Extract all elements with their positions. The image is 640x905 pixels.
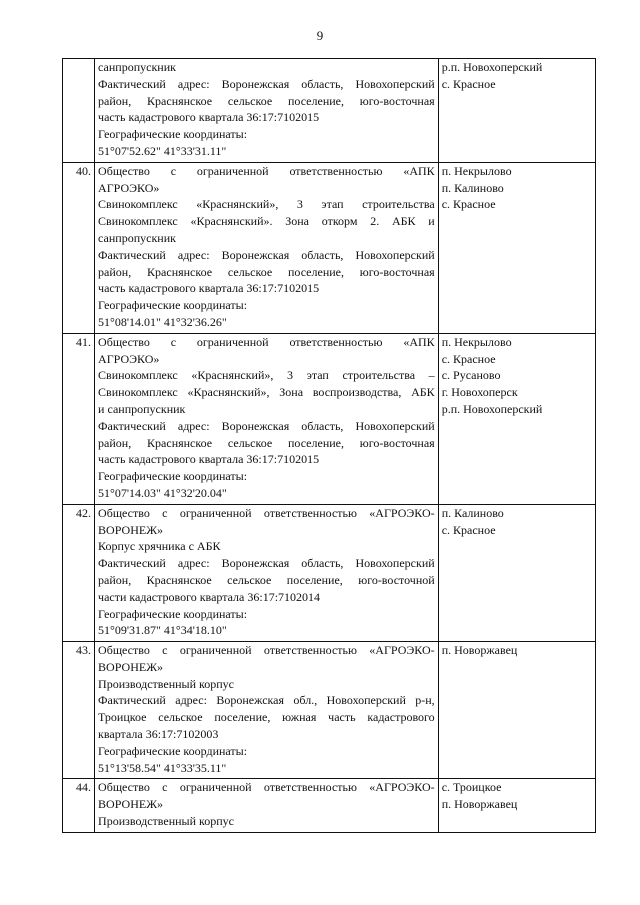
coordinates: 51°07'52.62" 41°33'31.11" [98, 143, 227, 158]
desc-line: Производственный корпус [98, 676, 235, 691]
table-row [63, 504, 596, 641]
desc-line: и санпропускник [98, 401, 186, 416]
desc-line: Фактический адрес: Воронежская область, Новохоперский [98, 556, 435, 571]
desc-line: АГРОЭКО» [98, 180, 160, 195]
desc-line: Общество с ограниченной ответственностью «АГРОЭКО- [98, 643, 435, 658]
facility-description [95, 333, 439, 504]
desc-line: Географические координаты: [98, 469, 248, 484]
desc-line: ВОРОНЕЖ» [98, 659, 163, 674]
desc-line: Общество с ограниченной ответственностью «АПК [98, 163, 435, 178]
desc-line: санпропускник [98, 230, 176, 245]
row-number: 41. [63, 333, 95, 504]
localities [438, 779, 595, 832]
locality: с. Красное [441, 351, 496, 366]
row-number: 44. [63, 779, 95, 832]
coordinates: 51°08'14.01" 41°32'36.26" [98, 314, 227, 329]
page-number: 9 [316, 28, 324, 43]
desc-line: часть кадастрового квартала 36:17:7102015 [98, 110, 320, 125]
locality: г. Новохоперск [441, 385, 518, 400]
desc-line: Производственный корпус [98, 814, 235, 829]
table-row [63, 333, 596, 504]
locality: с. Красное [441, 197, 496, 212]
locality: п. Калиново [441, 180, 504, 195]
locality: п. Новоржавец [441, 643, 518, 658]
desc-line: Общество с ограниченной ответственностью «АПК [98, 334, 435, 349]
locality: п. Калиново [441, 505, 504, 520]
desc-line: Фактический адрес: Воронежская область, Новохоперский [98, 418, 435, 433]
locality: п. Некрылово [441, 163, 512, 178]
desc-line: Свинокомплекс «Краснянский», 3 этап строительства – [98, 368, 435, 383]
desc-line: Троицкое сельское поселение, южная часть кадастрового [98, 710, 435, 725]
desc-line: Географические координаты: [98, 606, 248, 621]
row-number: 40. [63, 162, 95, 333]
desc-line: Общество с ограниченной ответственностью «АГРОЭКО- [98, 780, 435, 795]
locality: р.п. Новохоперский [441, 401, 543, 416]
desc-line: Корпус хрячника с АБК [98, 539, 221, 554]
locality: с. Русаново [441, 368, 501, 383]
desc-line: район, Краснянское сельское поселение, юго-восточная [98, 435, 435, 450]
localities [438, 504, 595, 641]
desc-line: АГРОЭКО» [98, 351, 160, 366]
locality: с. Троицкое [441, 780, 502, 795]
localities [438, 59, 595, 163]
desc-line: Фактический адрес: Воронежская обл., Новохоперский р-н, [98, 693, 435, 708]
desc-line: Фактический адрес: Воронежская область, Новохоперский [98, 76, 435, 91]
locality: п. Новоржавец [441, 797, 518, 812]
desc-line: район, Краснянское сельское поселение, юго-восточная [98, 264, 435, 279]
locality: с. Красное [441, 522, 496, 537]
table-row [63, 162, 596, 333]
desc-line: район, Краснянское сельское поселение, юго-восточная [98, 93, 435, 108]
coordinates: 51°07'14.03" 41°32'20.04" [98, 485, 227, 500]
locality: п. Некрылово [441, 334, 512, 349]
desc-line: часть кадастрового квартала 36:17:7102015 [98, 281, 320, 296]
localities [438, 162, 595, 333]
desc-line: части кадастрового квартала 36:17:7102014 [98, 589, 321, 604]
table-row [63, 59, 596, 163]
facility-description [95, 59, 439, 163]
row-number [63, 59, 95, 163]
desc-line: Географические координаты: [98, 743, 248, 758]
desc-line: Географические координаты: [98, 298, 248, 313]
desc-line: санпропускник [98, 60, 176, 74]
facility-description [95, 504, 439, 641]
desc-line: Свинокомплекс «Краснянский», 3 этап строительства [98, 197, 435, 212]
facility-description [95, 779, 439, 832]
coordinates: 51°13'58.54" 41°33'35.11" [98, 760, 227, 775]
facility-description [95, 162, 439, 333]
desc-line: Общество с ограниченной ответственностью «АГРОЭКО- [98, 505, 435, 520]
desc-line: ВОРОНЕЖ» [98, 797, 163, 812]
desc-line: часть кадастрового квартала 36:17:7102015 [98, 452, 320, 467]
desc-line: район, Краснянское сельское поселение, юго-восточной [98, 572, 435, 587]
desc-line: квартала 36:17:7102003 [98, 727, 219, 742]
localities [438, 642, 595, 779]
desc-line: Географические координаты: [98, 127, 248, 142]
table-row [63, 779, 596, 832]
desc-line: Фактический адрес: Воронежская область, Новохоперский [98, 247, 435, 262]
facilities-table [62, 58, 596, 833]
localities [438, 333, 595, 504]
coordinates: 51°09'31.87" 41°34'18.10" [98, 623, 227, 638]
desc-line: Свинокомплекс «Краснянский». Зона откорм 2. АБК и [98, 214, 435, 229]
table-row [63, 642, 596, 779]
desc-line: Свинокомплекс «Краснянский», Зона воспроизводства, АБК [98, 385, 435, 400]
row-number: 42. [63, 504, 95, 641]
facility-description [95, 642, 439, 779]
locality: р.п. Новохоперский [441, 60, 543, 74]
locality: с. Красное [441, 76, 496, 91]
desc-line: ВОРОНЕЖ» [98, 522, 163, 537]
row-number: 43. [63, 642, 95, 779]
